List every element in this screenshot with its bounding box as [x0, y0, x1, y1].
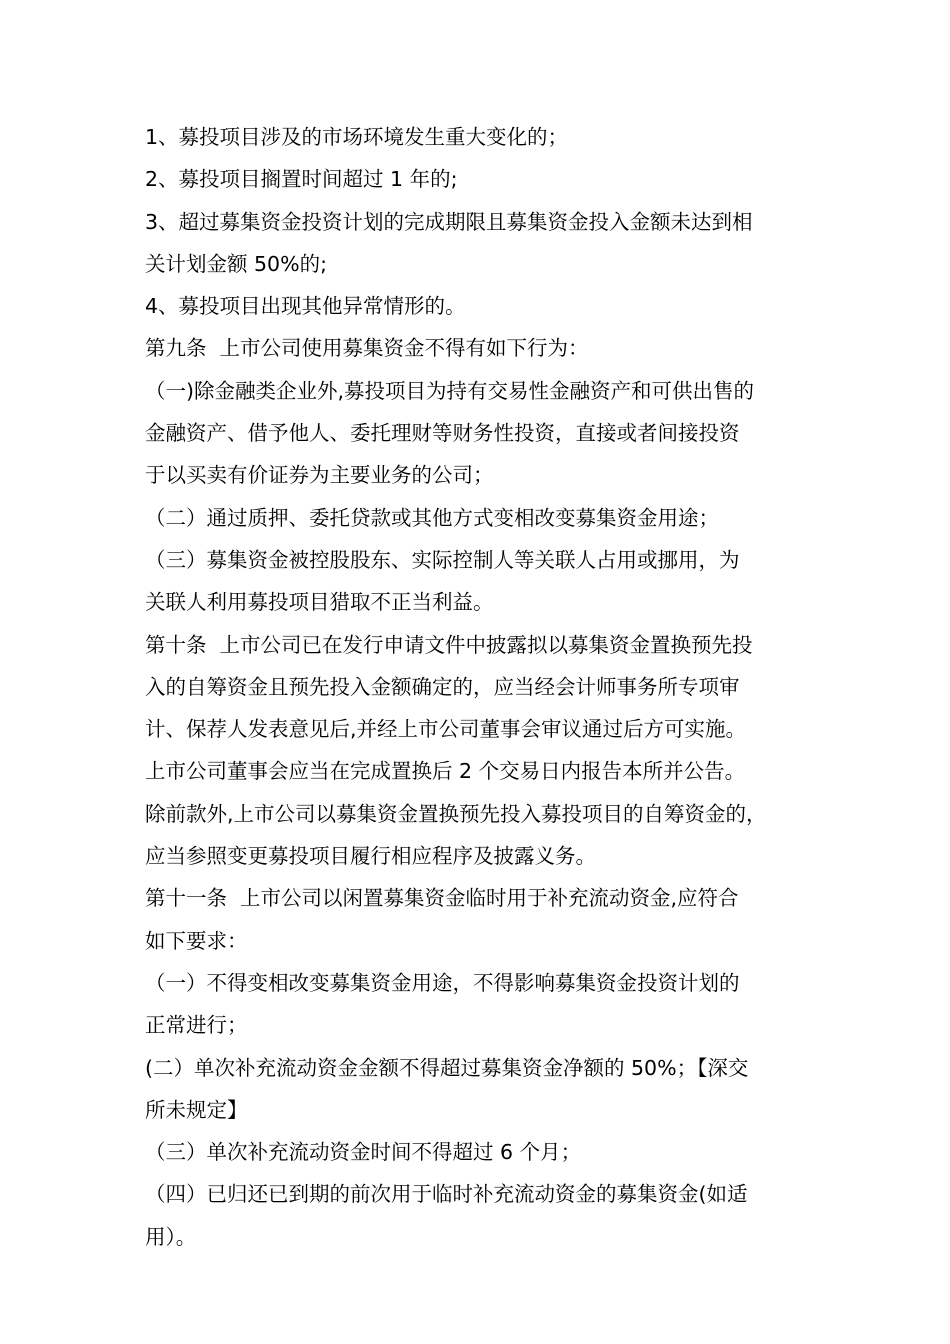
- text-line: （一）不得变相改变募集资金用途，不得影响募集资金投资计划的: [145, 970, 740, 995]
- text-line: 应当参照变更募投项目履行相应程序及披露义务。: [145, 844, 596, 869]
- text-line: 3、超过募集资金投资计划的完成期限且募集资金投入金额未达到相: [145, 209, 753, 234]
- text-line: 关计划金额 50%的;: [145, 251, 327, 276]
- text-line: 如下要求：: [145, 928, 248, 953]
- text-line: 上市公司董事会应当在完成置换后 2 个交易日内报告本所并公告。: [145, 759, 746, 784]
- text-line: （四）已归还已到期的前次用于临时补充流动资金的募集资金(如适: [145, 1182, 748, 1207]
- text-line: 第十一条 上市公司以闲置募集资金临时用于补充流动资金,应符合: [145, 886, 739, 911]
- text-line: （三）募集资金被控股股东、实际控制人等关联人占用或挪用，为: [145, 547, 740, 572]
- text-line: (二）单次补充流动资金金额不得超过募集资金净额的 50%；【深交: [145, 1055, 749, 1080]
- text-line: （一)除金融类企业外,募投项目为持有交易性金融资产和可供出售的: [145, 378, 755, 403]
- text-line: 1、募投项目涉及的市场环境发生重大变化的；: [145, 125, 569, 149]
- text-line: 正常进行；: [145, 1013, 248, 1038]
- text-line: 用）。: [145, 1224, 197, 1249]
- text-line: 于以买卖有价证券为主要业务的公司；: [145, 463, 494, 488]
- text-line: 计、保荐人发表意见后,并经上市公司董事会审议通过后方可实施。: [145, 717, 747, 742]
- text-line: 关联人利用募投项目猎取不正当利益。: [145, 590, 494, 615]
- text-line: 入的自筹资金且预先投入金额确定的，应当经会计师事务所专项审: [145, 674, 740, 699]
- text-line: （三）单次补充流动资金时间不得超过 6 个月；: [145, 1140, 582, 1165]
- text-line: 所未规定】: [145, 1097, 248, 1122]
- text-line: 2、募投项目搁置时间超过 1 年的;: [145, 167, 458, 192]
- text-line: 第十条 上市公司已在发行申请文件中披露拟以募集资金置换预先投: [145, 632, 753, 657]
- text-line: 第九条 上市公司使用募集资金不得有如下行为：: [145, 336, 589, 361]
- text-line: 4、募投项目出现其他异常情形的。: [145, 294, 466, 319]
- text-line: （二）通过质押、委托贷款或其他方式变相改变募集资金用途；: [145, 505, 719, 530]
- text-line: 除前款外,上市公司以募集资金置换预先投入募投项目的自筹资金的，: [145, 801, 767, 826]
- text-line: 金融资产、借予他人、委托理财等财务性投资，直接或者间接投资: [145, 421, 740, 446]
- document-body: [145, 116, 820, 1258]
